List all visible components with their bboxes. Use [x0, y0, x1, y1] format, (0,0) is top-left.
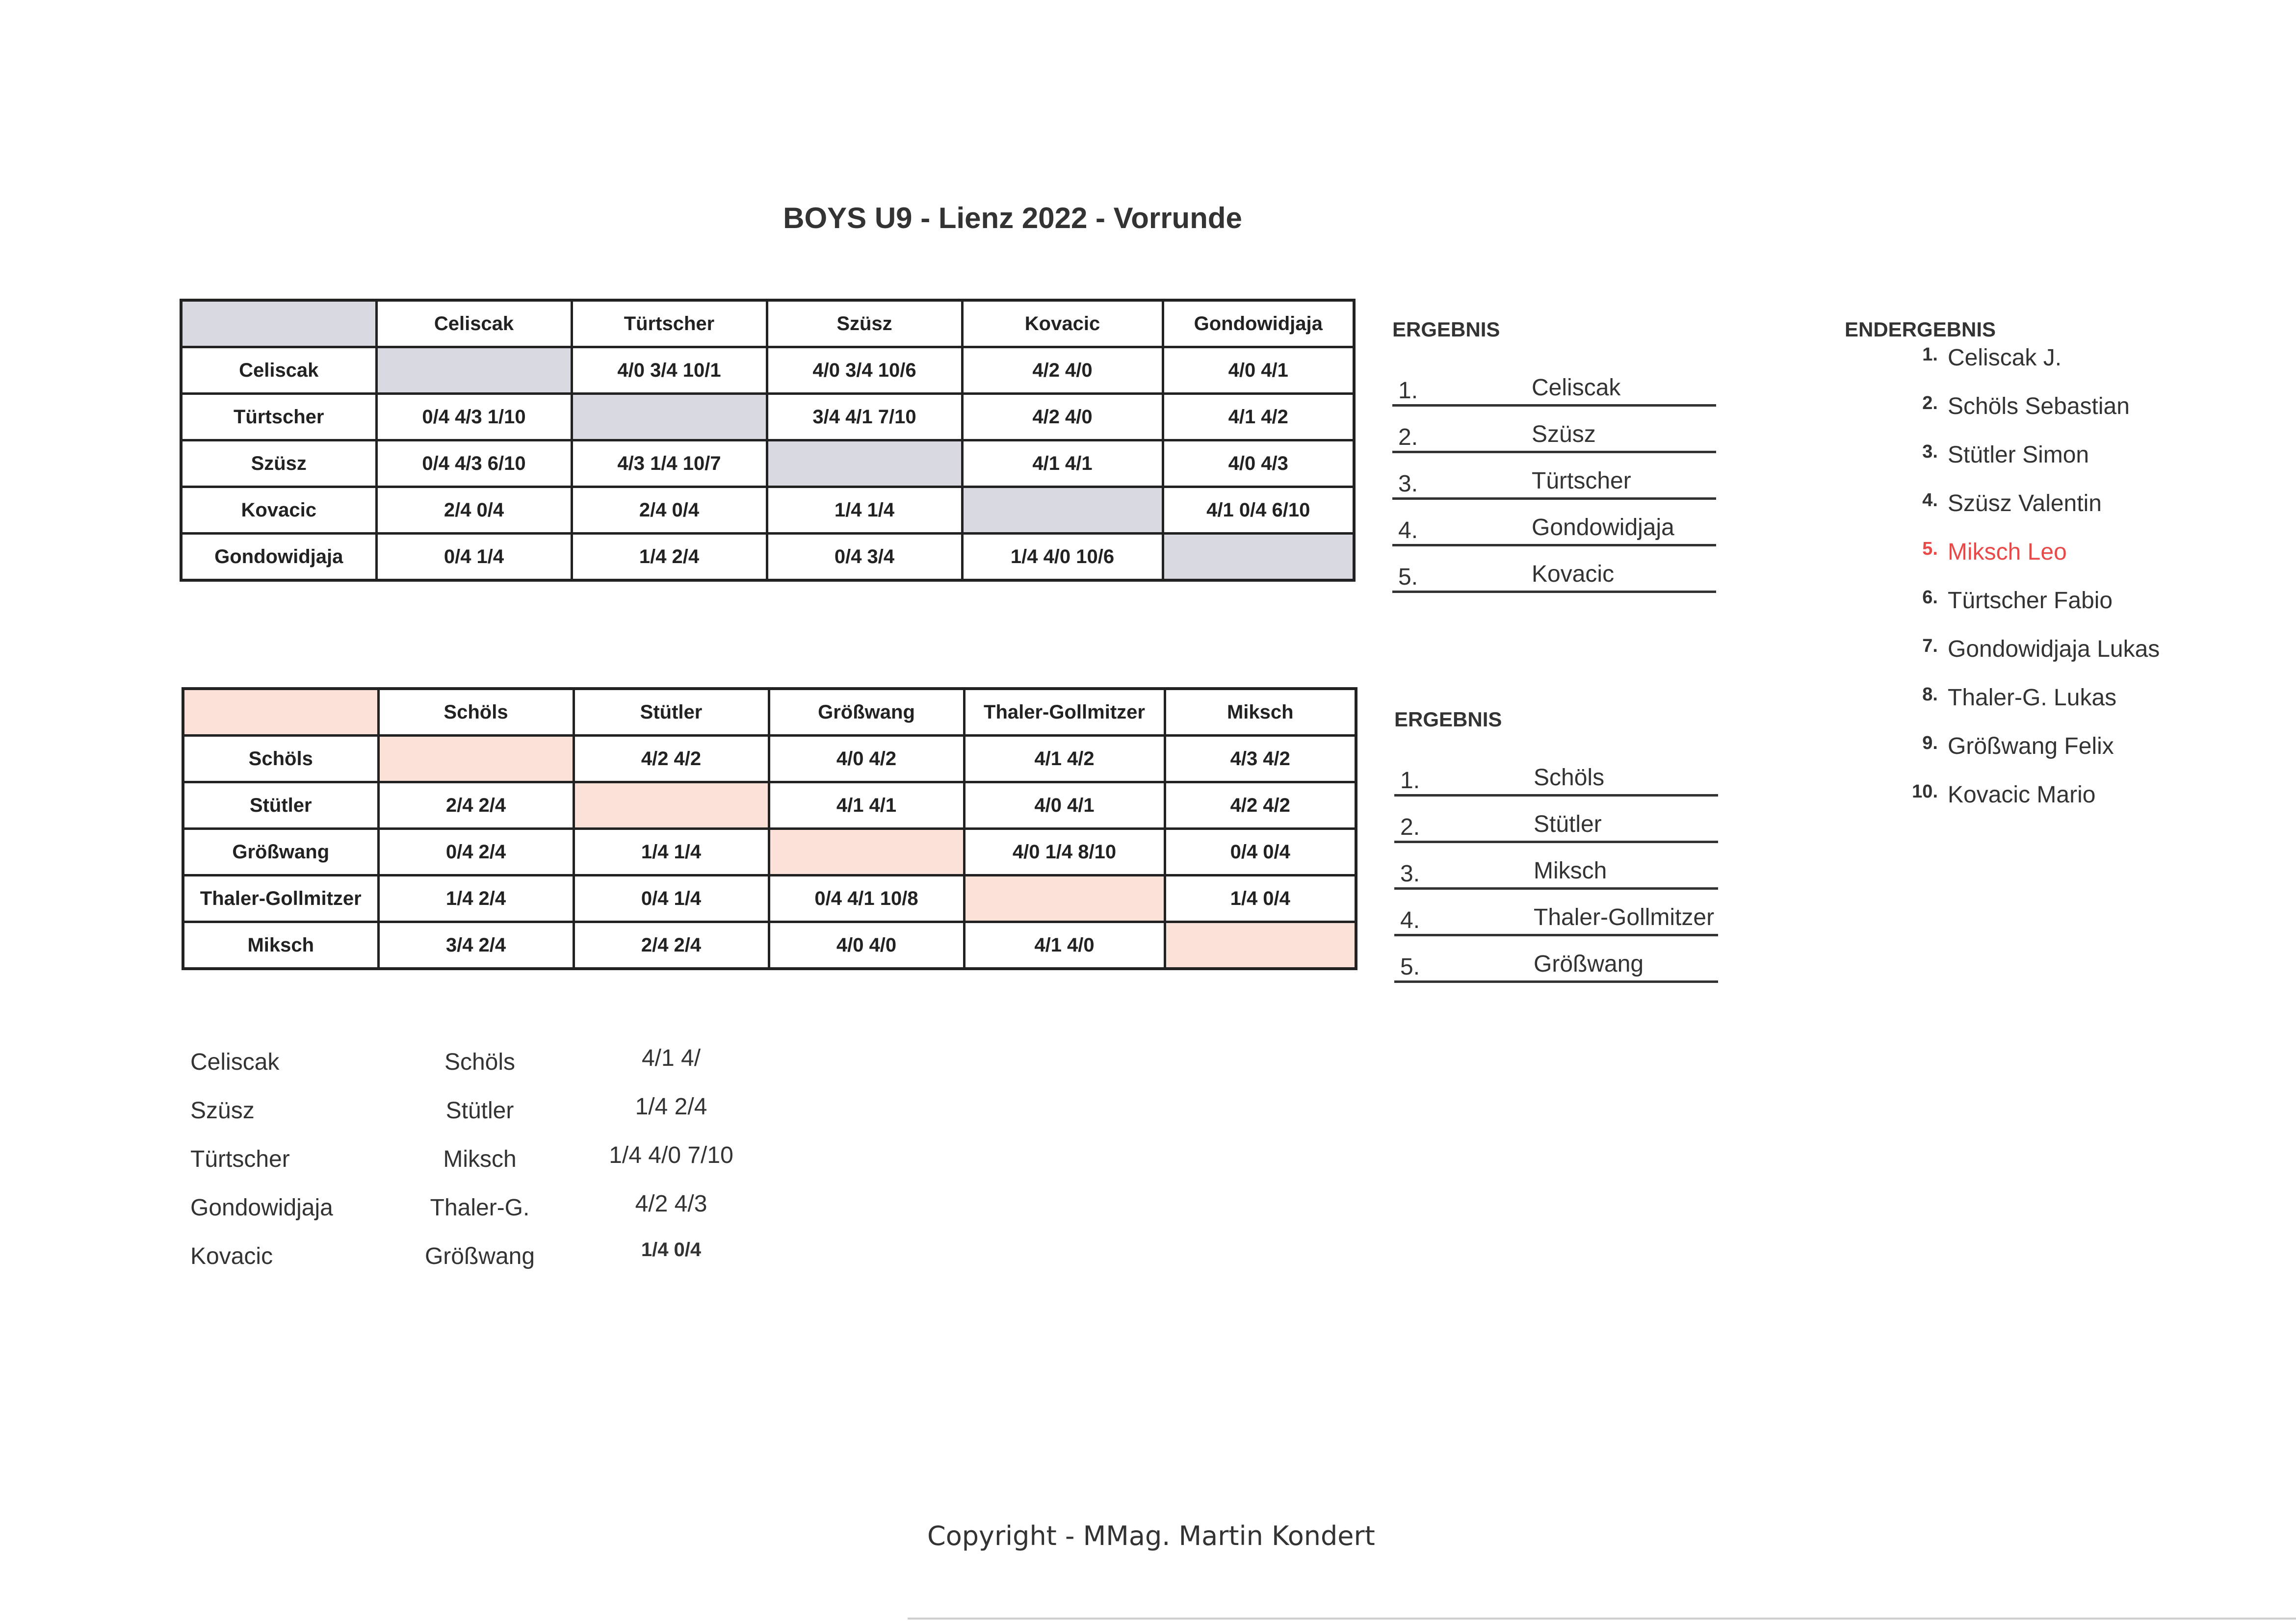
- result-cell: 2/4 2/4: [574, 922, 769, 969]
- final-rank-item: [1815, 344, 2159, 393]
- rank-number: 5.: [1398, 564, 1418, 590]
- rank-number: 3.: [1400, 861, 1420, 887]
- ranking-row: [1394, 750, 1718, 797]
- final-ranking: [1815, 318, 2159, 830]
- result-cell: 1/4 0/4: [1165, 875, 1356, 922]
- row-header: Miksch: [183, 922, 378, 969]
- result-cell: 4/0 4/1: [964, 782, 1165, 829]
- final-rank-name: Türtscher Fabio: [1948, 588, 2113, 614]
- table-row: [181, 440, 1354, 487]
- column-header: Kovacic: [962, 300, 1163, 347]
- final-rank-number: 5.: [1922, 539, 1938, 559]
- row-header: Szüsz: [181, 440, 376, 487]
- result-cell: 4/3 4/2: [1165, 736, 1356, 782]
- result-cell: 4/2 4/2: [574, 736, 769, 782]
- ranking-row: [1392, 453, 1716, 500]
- table-row: [183, 922, 1356, 969]
- result-cell: 4/0 3/4 10/6: [767, 347, 962, 394]
- final-rank-item: [1815, 733, 2159, 781]
- result-cell: 4/0 4/2: [769, 736, 964, 782]
- result-cell: 1/4 1/4: [574, 829, 769, 875]
- result-cell: 0/4 1/4: [574, 875, 769, 922]
- column-header: Celiscak: [376, 300, 572, 347]
- final-rank-item: [1815, 781, 2159, 830]
- result-cell: 4/0 3/4 10/1: [572, 347, 767, 394]
- rank-name: Kovacic: [1532, 561, 1615, 587]
- rank-name: Schöls: [1534, 765, 1605, 791]
- match-row: [190, 1093, 828, 1142]
- result-cell: 4/0 1/4 8/10: [964, 829, 1165, 875]
- rank-name: Gondowidjaja: [1532, 515, 1674, 541]
- group-b-results-table: [182, 687, 1357, 970]
- match-player-right: Thaler-G.: [430, 1195, 530, 1221]
- final-rank-number: 3.: [1922, 441, 1938, 462]
- diagonal-cell: [572, 394, 767, 440]
- result-cell: 4/0 4/3: [1163, 440, 1354, 487]
- rank-number: 2.: [1400, 814, 1420, 840]
- result-cell: 0/4 4/1 10/8: [769, 875, 964, 922]
- page-title: BOYS U9 - Lienz 2022 - Vorrunde: [783, 202, 1242, 234]
- match-player-left: Gondowidjaja: [190, 1195, 333, 1221]
- diagonal-cell: [1165, 922, 1356, 969]
- final-rank-name: Schöls Sebastian: [1948, 393, 2130, 419]
- group-a-results-table: [180, 299, 1356, 582]
- rank-number: 5.: [1400, 954, 1420, 980]
- match-player-right: Schöls: [444, 1049, 516, 1075]
- match-score: 4/2 4/3: [635, 1191, 707, 1217]
- row-header: Stütler: [183, 782, 378, 829]
- result-cell: 4/1 4/2: [964, 736, 1165, 782]
- row-header: Thaler-Gollmitzer: [183, 875, 378, 922]
- result-cell: 4/0 4/0: [769, 922, 964, 969]
- column-header: Gondowidjaja: [1163, 300, 1354, 347]
- column-header: Türtscher: [572, 300, 767, 347]
- table-row: [183, 829, 1356, 875]
- column-header: Thaler-Gollmitzer: [964, 689, 1165, 736]
- match-score: 1/4 2/4: [635, 1094, 707, 1120]
- rank-number: 1.: [1398, 378, 1418, 404]
- corner-cell: [183, 689, 378, 736]
- result-cell: 4/1 4/2: [1163, 394, 1354, 440]
- group-b-ergebnis: [1394, 708, 1718, 983]
- row-header: Kovacic: [181, 487, 376, 534]
- diagonal-cell: [574, 782, 769, 829]
- match-row: [190, 1142, 828, 1190]
- match-player-left: Celiscak: [190, 1049, 280, 1075]
- column-header: Größwang: [769, 689, 964, 736]
- ranking-row: [1394, 843, 1718, 890]
- result-cell: 2/4 0/4: [572, 487, 767, 534]
- table-row: [183, 875, 1356, 922]
- result-cell: 4/1 4/1: [962, 440, 1163, 487]
- final-rank-item: [1815, 490, 2159, 539]
- final-rank-number: 9.: [1922, 733, 1938, 753]
- rank-number: 4.: [1400, 907, 1420, 933]
- match-player-left: Kovacic: [190, 1243, 273, 1269]
- final-rank-number: 8.: [1922, 684, 1938, 705]
- final-rank-number: 10.: [1912, 781, 1938, 802]
- rank-number: 1.: [1400, 768, 1420, 794]
- table-row: [181, 487, 1354, 534]
- result-cell: 3/4 4/1 7/10: [767, 394, 962, 440]
- result-cell: 4/1 4/1: [769, 782, 964, 829]
- ranking-row: [1394, 936, 1718, 983]
- match-player-right: Stütler: [445, 1098, 514, 1124]
- result-cell: 4/1 4/0: [964, 922, 1165, 969]
- ranking-row: [1392, 546, 1716, 593]
- rank-name: Celiscak: [1532, 375, 1621, 401]
- corner-cell: [181, 300, 376, 347]
- result-cell: 4/2 4/2: [1165, 782, 1356, 829]
- diagonal-cell: [376, 347, 572, 394]
- table-row: [183, 782, 1356, 829]
- final-rank-name: Kovacic Mario: [1948, 782, 2096, 808]
- row-header: Schöls: [183, 736, 378, 782]
- final-rank-item: [1815, 587, 2159, 636]
- column-header: Miksch: [1165, 689, 1356, 736]
- final-rank-number: 6.: [1922, 587, 1938, 608]
- final-rank-name: Größwang Felix: [1948, 733, 2114, 759]
- result-cell: 3/4 2/4: [378, 922, 574, 969]
- diagonal-cell: [1163, 534, 1354, 581]
- result-cell: 1/4 2/4: [572, 534, 767, 581]
- column-header: Schöls: [378, 689, 574, 736]
- ranking-row: [1392, 500, 1716, 546]
- match-row: [190, 1239, 828, 1287]
- final-rank-item: [1815, 684, 2159, 733]
- group-a-ergebnis: [1392, 318, 1716, 593]
- ranking-row: [1394, 890, 1718, 936]
- result-cell: 1/4 1/4: [767, 487, 962, 534]
- result-cell: 4/1 0/4 6/10: [1163, 487, 1354, 534]
- rank-name: Miksch: [1534, 858, 1607, 884]
- match-player-left: Türtscher: [190, 1146, 290, 1172]
- result-cell: 4/0 4/1: [1163, 347, 1354, 394]
- match-player-right: Miksch: [443, 1146, 517, 1172]
- final-rank-item: [1815, 393, 2159, 441]
- match-row: [190, 1045, 828, 1093]
- ranking-row: [1394, 797, 1718, 843]
- scan-edge-line: [908, 1618, 2296, 1620]
- final-rank-item-highlighted: [1815, 539, 2159, 587]
- match-player-right: Größwang: [424, 1243, 535, 1269]
- final-rank-name: Gondowidjaja Lukas: [1948, 636, 2160, 662]
- table-row: [181, 347, 1354, 394]
- rank-number: 3.: [1398, 471, 1418, 497]
- table-row: [183, 736, 1356, 782]
- final-rank-number: 7.: [1922, 636, 1938, 656]
- result-cell: 1/4 2/4: [378, 875, 574, 922]
- placement-matches: [190, 1045, 828, 1287]
- result-cell: 4/2 4/0: [962, 394, 1163, 440]
- row-header: Gondowidjaja: [181, 534, 376, 581]
- table-row: [181, 394, 1354, 440]
- row-header: Türtscher: [181, 394, 376, 440]
- diagonal-cell: [964, 875, 1165, 922]
- final-rank-name: Thaler-G. Lukas: [1948, 685, 2117, 711]
- column-header: Stütler: [574, 689, 769, 736]
- result-cell: 0/4 1/4: [376, 534, 572, 581]
- result-cell: 0/4 2/4: [378, 829, 574, 875]
- ergebnis-heading: ERGEBNIS: [1394, 708, 1502, 731]
- diagonal-cell: [767, 440, 962, 487]
- rank-number: 2.: [1398, 424, 1418, 450]
- rank-name: Thaler-Gollmitzer: [1534, 904, 1715, 930]
- match-player-left: Szüsz: [190, 1098, 255, 1124]
- ergebnis-heading: ERGEBNIS: [1392, 318, 1500, 341]
- final-rank-number: 1.: [1922, 344, 1938, 365]
- final-rank-item: [1815, 441, 2159, 490]
- result-cell: 1/4 4/0 10/6: [962, 534, 1163, 581]
- rank-name: Szüsz: [1532, 421, 1596, 447]
- rank-name: Stütler: [1534, 811, 1602, 837]
- rank-name: Größwang: [1534, 951, 1644, 977]
- endergebnis-heading: ENDERGEBNIS: [1845, 318, 1996, 341]
- match-score: 1/4 0/4: [641, 1239, 702, 1261]
- final-rank-name: Szüsz Valentin: [1948, 490, 2102, 516]
- result-cell: 0/4 4/3 6/10: [376, 440, 572, 487]
- final-rank-name: Celiscak J.: [1948, 345, 2062, 371]
- rank-number: 4.: [1398, 517, 1418, 543]
- ranking-row: [1392, 407, 1716, 453]
- final-rank-item: [1815, 636, 2159, 684]
- final-rank-number: 4.: [1922, 490, 1938, 511]
- result-cell: 4/2 4/0: [962, 347, 1163, 394]
- row-header: Celiscak: [181, 347, 376, 394]
- ranking-row: [1392, 360, 1716, 407]
- result-cell: 4/3 1/4 10/7: [572, 440, 767, 487]
- diagonal-cell: [769, 829, 964, 875]
- result-cell: 2/4 2/4: [378, 782, 574, 829]
- result-cell: 2/4 0/4: [376, 487, 572, 534]
- final-rank-name: Stütler Simon: [1948, 442, 2089, 468]
- match-score: 4/1 4/: [641, 1045, 701, 1071]
- match-row: [190, 1190, 828, 1239]
- result-cell: 0/4 3/4: [767, 534, 962, 581]
- diagonal-cell: [378, 736, 574, 782]
- table-row: [181, 534, 1354, 581]
- final-rank-number: 2.: [1922, 393, 1938, 413]
- copyright-footer: Copyright - MMag. Martin Kondert: [927, 1520, 1375, 1551]
- result-cell: 0/4 4/3 1/10: [376, 394, 572, 440]
- rank-name: Türtscher: [1532, 468, 1631, 494]
- column-header: Szüsz: [767, 300, 962, 347]
- final-rank-name: Miksch Leo: [1948, 539, 2067, 565]
- diagonal-cell: [962, 487, 1163, 534]
- result-cell: 0/4 0/4: [1165, 829, 1356, 875]
- row-header: Größwang: [183, 829, 378, 875]
- match-score: 1/4 4/0 7/10: [609, 1142, 733, 1168]
